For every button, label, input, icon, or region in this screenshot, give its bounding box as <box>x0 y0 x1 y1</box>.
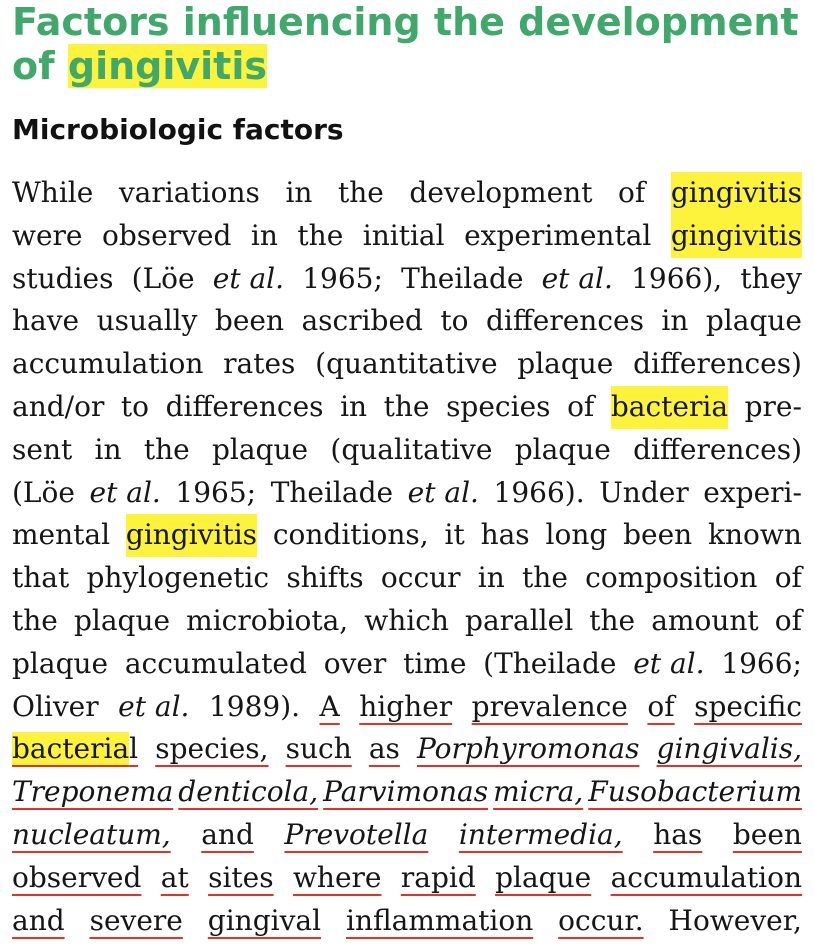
word: experi- <box>703 475 802 509</box>
word: gingival <box>207 903 322 937</box>
word: Theilade <box>270 475 394 509</box>
word: development <box>409 176 593 209</box>
word: al. <box>154 689 190 723</box>
word: (Löe <box>12 475 75 509</box>
word: et <box>541 261 570 295</box>
word: inflammation <box>345 903 534 937</box>
text-line <box>12 472 802 515</box>
word: at <box>160 860 189 894</box>
word: nucleatum, <box>12 817 171 851</box>
word: the <box>297 218 344 252</box>
text-line <box>12 857 802 900</box>
text-line <box>12 814 802 857</box>
word: in <box>477 561 505 595</box>
word: that <box>12 561 70 595</box>
word: to <box>440 304 469 338</box>
word: the <box>143 432 190 466</box>
word: l <box>129 732 139 766</box>
word: phylogenetic <box>86 561 270 595</box>
word: plaque <box>12 646 109 680</box>
highlighted-term: bacteria <box>611 386 728 429</box>
word: rates <box>223 347 296 381</box>
word: 1965; <box>302 261 383 295</box>
word: While <box>12 176 94 209</box>
word <box>323 771 488 814</box>
word: of <box>647 689 675 723</box>
word: to <box>120 389 149 423</box>
word: conditions, <box>272 518 429 552</box>
word: 1989). <box>208 689 301 723</box>
word: experimental <box>464 218 652 252</box>
word: (quantitative <box>315 347 498 381</box>
word: species <box>446 389 551 423</box>
text-line <box>12 343 802 386</box>
word: initial <box>362 218 445 252</box>
word: known <box>708 518 802 552</box>
word: have <box>12 304 80 338</box>
word: sites <box>208 860 274 894</box>
word: 1966), <box>631 261 723 295</box>
text-line <box>12 172 802 215</box>
word: et <box>407 475 436 509</box>
text-line <box>12 643 802 686</box>
word: time <box>403 646 467 680</box>
word: as <box>368 732 400 766</box>
word: in <box>285 176 313 209</box>
word: parallel <box>465 603 574 637</box>
word: Fusobacterium <box>588 775 802 809</box>
word: accumulated <box>124 646 307 680</box>
word: micra, <box>493 775 584 809</box>
word: and/or <box>12 389 105 423</box>
word: of <box>618 176 646 209</box>
word: they <box>740 261 802 295</box>
word: Parvimonas <box>323 775 489 809</box>
word: (Theilade <box>483 646 617 680</box>
text-line <box>12 557 802 600</box>
word: pre- <box>744 389 802 423</box>
word: Theilade <box>401 261 524 295</box>
word: plaque <box>73 603 171 637</box>
word: composition <box>585 561 758 595</box>
word: gingivalis, <box>656 732 802 766</box>
word <box>588 771 802 814</box>
word: been <box>214 304 284 338</box>
word: it <box>444 518 465 552</box>
word: occur. <box>558 903 644 937</box>
word: occur <box>380 561 461 595</box>
text-line <box>12 728 802 771</box>
word: intermedia, <box>458 817 623 851</box>
underlined-text: A <box>319 689 340 723</box>
word: were <box>12 218 83 252</box>
word: al. <box>669 646 705 680</box>
word: amount <box>651 603 759 637</box>
word: rapid <box>400 860 476 894</box>
word <box>459 814 623 857</box>
word: Treponema <box>12 775 174 809</box>
text-line <box>12 771 802 814</box>
word <box>213 258 284 301</box>
word: et <box>212 261 241 295</box>
word: studies <box>12 261 114 295</box>
title-line-1: Factors influencing the development <box>12 0 799 44</box>
word: the <box>383 389 430 423</box>
word: the <box>522 561 568 595</box>
highlighted-term: gingivitis <box>126 514 257 557</box>
word: specific <box>694 689 802 723</box>
word: the <box>12 603 58 637</box>
title-highlighted-term: gingivitis <box>67 44 267 88</box>
text-line <box>12 900 802 943</box>
word: et <box>89 475 118 509</box>
word <box>542 258 613 301</box>
word: prevalence <box>471 689 628 723</box>
word: plaque <box>705 304 802 338</box>
word: shifts <box>286 561 364 595</box>
text-line <box>12 514 802 557</box>
word: al. <box>126 475 161 509</box>
word: accumulation <box>610 860 802 894</box>
word: al. <box>578 261 613 295</box>
word: differences <box>165 389 324 423</box>
word: 1966). <box>493 475 585 509</box>
word: been <box>732 817 802 851</box>
word <box>493 771 583 814</box>
word: accumulation <box>12 347 204 381</box>
word: 1965; <box>175 475 257 509</box>
text-line <box>12 600 802 643</box>
word: has <box>653 817 703 851</box>
text-line <box>12 386 802 429</box>
word <box>408 472 479 515</box>
highlighted-term: gingivitis <box>671 172 802 215</box>
word <box>12 771 173 814</box>
word: over <box>323 646 387 680</box>
word: (Löe <box>131 261 195 295</box>
word: higher <box>359 689 453 723</box>
word: Porphyromonas <box>416 732 640 766</box>
highlighted-term: bacteria <box>12 732 130 766</box>
word: plaque <box>211 432 309 466</box>
word: in <box>340 389 368 423</box>
word: Under <box>599 475 689 509</box>
word: severe <box>89 903 183 937</box>
word: in <box>661 304 689 338</box>
word: plaque <box>517 347 614 381</box>
word: has <box>480 518 530 552</box>
word: Oliver <box>12 689 99 723</box>
word <box>178 771 318 814</box>
word: plaque <box>514 432 611 466</box>
word: the <box>589 603 636 637</box>
word: of <box>567 389 595 423</box>
word <box>118 686 189 729</box>
word: species, <box>155 732 269 766</box>
word <box>284 814 428 857</box>
word <box>657 728 802 771</box>
word: which <box>364 603 449 637</box>
word: ascribed <box>301 304 423 338</box>
word <box>12 814 171 857</box>
highlighted-term: gingivitis <box>671 215 802 258</box>
word: of <box>774 603 802 637</box>
word: and <box>12 903 65 937</box>
word: differences) <box>633 347 802 381</box>
word: such <box>285 732 352 766</box>
word: et <box>118 689 146 723</box>
word: variations <box>118 176 260 209</box>
word: (qualitative <box>330 432 493 466</box>
word: usually <box>96 304 198 338</box>
word: plaque <box>495 860 592 894</box>
word: observed <box>102 218 232 252</box>
word: mental <box>12 518 111 552</box>
word: denticola, <box>178 775 319 809</box>
word: where <box>292 860 382 894</box>
text-line <box>12 258 802 301</box>
word: al. <box>444 475 479 509</box>
word: observed <box>12 860 142 894</box>
word: al. <box>249 261 285 295</box>
text-line <box>12 686 802 729</box>
word: long <box>545 518 608 552</box>
word: differences <box>485 304 644 338</box>
title-line-2-prefix: of <box>12 44 68 88</box>
word: sent <box>12 432 73 466</box>
text-line <box>12 300 802 343</box>
word: in <box>250 218 278 252</box>
word <box>12 728 138 771</box>
section-title <box>12 0 812 88</box>
text-line <box>12 215 802 258</box>
subsection-heading: Microbiologic factors <box>12 113 344 146</box>
word: microbiota, <box>186 603 349 637</box>
word: the <box>338 176 384 209</box>
word <box>633 643 704 686</box>
word: differences) <box>633 432 802 466</box>
word: et <box>633 646 662 680</box>
word <box>417 728 639 771</box>
body-paragraph <box>12 172 802 942</box>
word: and <box>201 817 254 851</box>
word: been <box>623 518 693 552</box>
word: 1966; <box>721 646 802 680</box>
word: Prevotella <box>284 817 429 851</box>
word: of <box>774 561 802 595</box>
text-line <box>12 429 802 472</box>
word <box>90 472 161 515</box>
word: However, <box>668 903 802 937</box>
word: in <box>94 432 122 466</box>
